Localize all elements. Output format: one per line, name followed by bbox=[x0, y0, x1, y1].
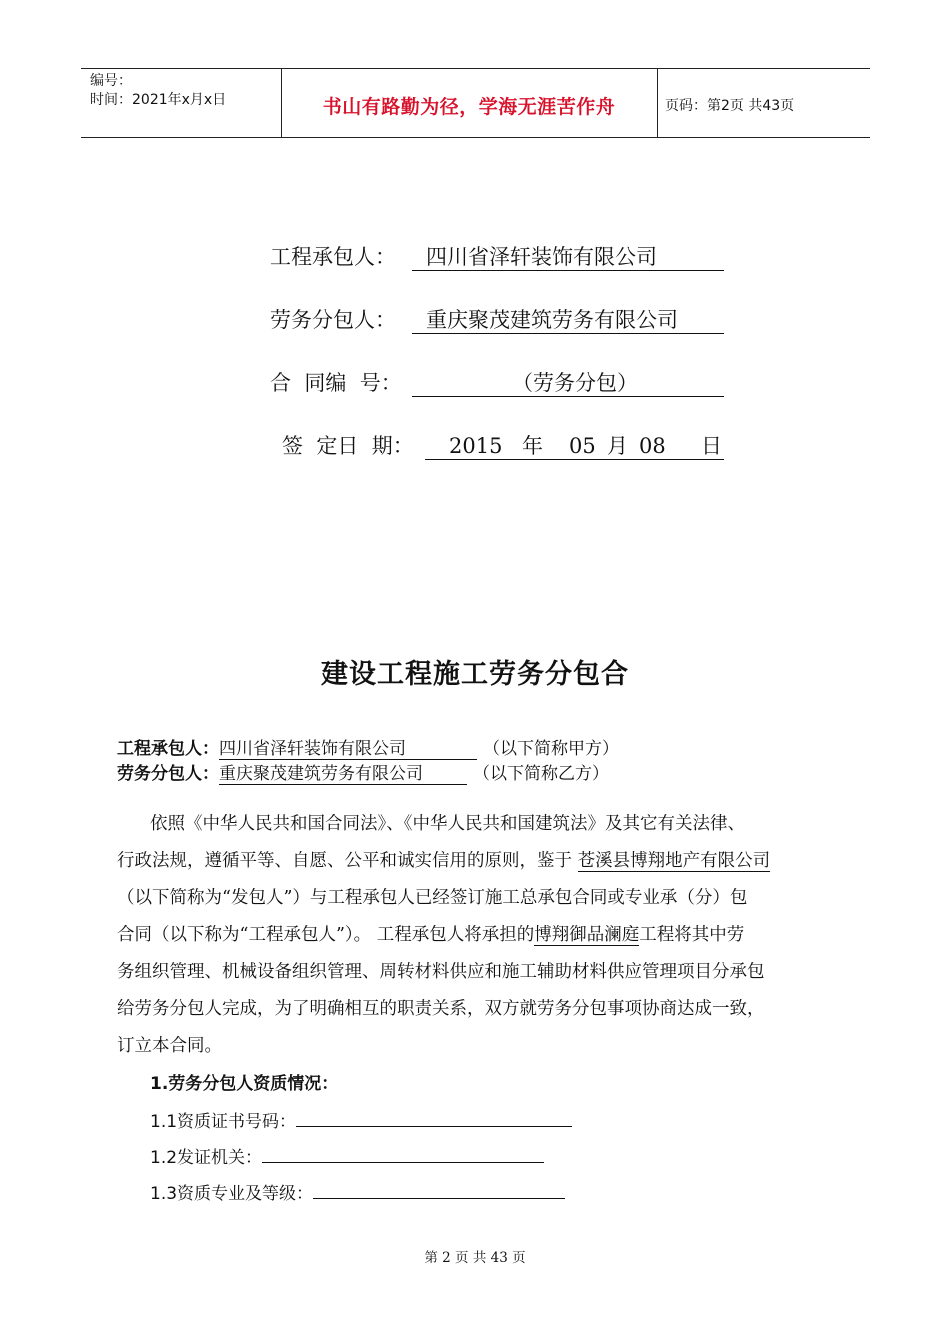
cover-contractor-field bbox=[412, 242, 724, 271]
document-title: 建设工程施工劳务分包合 bbox=[321, 659, 629, 690]
party-a-line bbox=[117, 737, 619, 761]
cover-sign-day: 08 bbox=[639, 434, 666, 458]
cover-contract-no-row bbox=[0, 368, 950, 398]
issuing-authority-blank bbox=[262, 1146, 544, 1163]
party-a-value: 四川省泽轩装饰有限公司 bbox=[219, 739, 477, 760]
cover-contract-no-value: （劳务分包） bbox=[512, 371, 638, 395]
body-line-1: 依照《中华人民共和国合同法》、《中华人民共和国建筑法》及其它有关法律、 bbox=[150, 814, 745, 834]
header-motto-cell bbox=[281, 69, 658, 137]
cover-sign-date-field bbox=[425, 431, 724, 460]
party-b-line bbox=[117, 762, 609, 786]
developer-name: 苍溪县博翔地产有限公司 bbox=[577, 851, 771, 871]
qualification-heading bbox=[150, 1071, 338, 1097]
page-footer: 第 2 页 共 43 页 bbox=[424, 1250, 526, 1266]
cover-sign-month: 05 bbox=[569, 434, 596, 458]
body-line-4 bbox=[117, 921, 837, 949]
body-line-7: 订立本合同。 bbox=[117, 1036, 222, 1056]
cover-sign-date-label: 签 定日 期： bbox=[282, 434, 414, 458]
qualification-item-3 bbox=[150, 1181, 565, 1207]
body-line-4-tail: 工程将其中劳 bbox=[639, 925, 745, 945]
cover-subcontractor-value: 重庆聚茂建筑劳务有限公司 bbox=[426, 308, 678, 332]
party-a-label: 工程承包人： bbox=[117, 739, 219, 759]
body-line-2-text: 行政法规，遵循平等、自愿、公平和诚实信用的原则，鉴于 bbox=[117, 851, 572, 871]
qualification-item-1 bbox=[150, 1109, 572, 1135]
cover-subcontractor-row bbox=[0, 305, 950, 335]
qualification-item-2 bbox=[150, 1145, 544, 1171]
header-motto: 书山有路勤为径，学海无涯苦作舟 bbox=[322, 96, 616, 118]
header-meta-cell bbox=[81, 69, 282, 137]
cover-year-char: 年 bbox=[522, 434, 543, 458]
certificate-number-blank bbox=[296, 1110, 572, 1127]
party-b-value: 重庆聚茂建筑劳务有限公司 bbox=[219, 764, 467, 785]
cover-sign-year: 2015 bbox=[449, 434, 503, 458]
project-name: 博翔御品澜庭 bbox=[534, 925, 640, 945]
body-line-5: 务组织管理、机械设备组织管理、周转材料供应和施工辅助材料供应管理项目分承包 bbox=[117, 962, 765, 982]
cover-contractor-label: 工程承包人： bbox=[270, 245, 396, 269]
cover-contractor-value: 四川省泽轩装饰有限公司 bbox=[426, 245, 657, 269]
item-2-num: 1.2 bbox=[150, 1148, 178, 1168]
page-header bbox=[81, 68, 870, 138]
header-time-label: 时间：2021年x月x日 bbox=[90, 92, 227, 108]
item-3-num: 1.3 bbox=[150, 1184, 178, 1204]
item-2-label: 发证机关： bbox=[177, 1148, 263, 1168]
party-b-label: 劳务分包人： bbox=[117, 764, 219, 784]
header-page-info: 页码：第2页 共43页 bbox=[665, 98, 795, 114]
body-line-2 bbox=[117, 847, 837, 875]
item-3-label: 资质专业及等级： bbox=[177, 1184, 314, 1204]
party-b-note: （以下简称乙方） bbox=[473, 764, 609, 784]
qualification-heading-num: 1. bbox=[150, 1074, 169, 1094]
specialty-grade-blank bbox=[313, 1182, 565, 1199]
party-a-note: （以下简称甲方） bbox=[483, 739, 619, 759]
header-page-cell bbox=[657, 69, 870, 137]
body-line-6: 给劳务分包人完成，为了明确相互的职责关系，双方就劳务分包事项协商达成一致， bbox=[117, 999, 765, 1019]
cover-contract-no-field bbox=[412, 368, 724, 397]
cover-subcontractor-field bbox=[412, 305, 724, 334]
cover-contract-no-label: 合 同编 号： bbox=[270, 371, 402, 395]
cover-contractor-row bbox=[0, 242, 950, 272]
cover-month-char: 月 bbox=[607, 434, 628, 458]
item-1-label: 资质证书号码： bbox=[177, 1112, 297, 1132]
body-line-3: （以下简称为“发包人”）与工程承包人已经签订施工总承包合同或专业承（分）包 bbox=[117, 888, 748, 908]
cover-subcontractor-label: 劳务分包人： bbox=[270, 308, 396, 332]
cover-sign-date-row bbox=[0, 431, 950, 461]
header-number-label: 编号： bbox=[90, 73, 132, 89]
qualification-heading-text: 劳务分包人资质情况： bbox=[168, 1074, 339, 1094]
body-line-4-text: 合同（以下称为“工程承包人”）。 工程承包人将承担的 bbox=[117, 925, 535, 945]
item-1-num: 1.1 bbox=[150, 1112, 178, 1132]
cover-day-char: 日 bbox=[701, 434, 722, 458]
